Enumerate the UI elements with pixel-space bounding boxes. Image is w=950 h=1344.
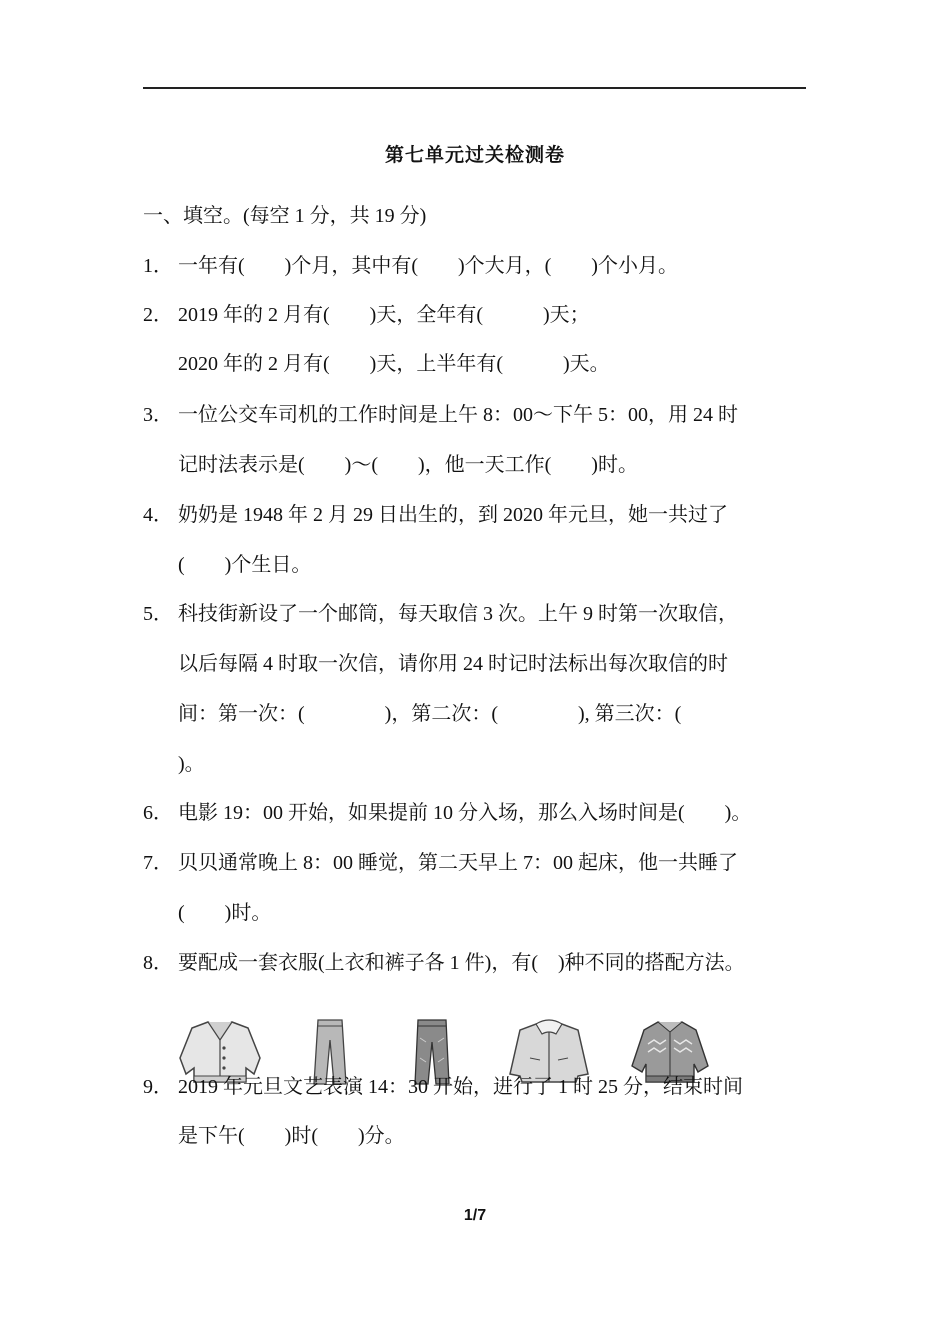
question-number: 5． — [143, 603, 173, 625]
question-line: 2020 年的 2 月有( )天，上半年有( )天。 — [178, 353, 610, 375]
question-number: 8． — [143, 952, 173, 974]
question-number: 2． — [143, 304, 173, 326]
question-line: ( )时。 — [178, 902, 272, 924]
question-line: 要配成一套衣服(上衣和裤子各 1 件)，有( )种不同的搭配方法。 — [178, 952, 745, 974]
section-heading: 一、填空。(每空 1 分，共 19 分) — [143, 205, 427, 227]
page-number: 1/7 — [463, 1207, 487, 1224]
question-number: 3． — [143, 404, 173, 426]
question-number: 6． — [143, 802, 173, 824]
question-number: 7． — [143, 852, 173, 874]
page-title: 第七单元过关检测卷 — [384, 145, 565, 166]
question-line: 是下午( )时( )分。 — [178, 1125, 405, 1147]
question-line: 以后每隔 4 时取一次信，请你用 24 时记时法标出每次取信的时 — [178, 653, 728, 675]
question-number: 9． — [143, 1076, 173, 1098]
question-line: 贝贝通常晚上 8：00 睡觉，第二天早上 7：00 起床，他一共睡了 — [178, 852, 738, 874]
question-number: 4． — [143, 504, 173, 526]
question-line: 一位公交车司机的工作时间是上午 8：00～下午 5：00，用 24 时 — [178, 404, 738, 426]
question-line: )。 — [178, 753, 205, 775]
question-line: 记时法表示是( )～( )，他一天工作( )时。 — [178, 454, 638, 476]
header-rule — [143, 87, 806, 89]
question-line: 一年有( )个月，其中有( )个大月，( )个小月。 — [178, 255, 678, 277]
question-line: ( )个生日。 — [178, 554, 312, 576]
question-line: 间：第一次：( )，第二次：( ), 第三次：( — [178, 703, 682, 725]
question-line: 科技街新设了一个邮筒，每天取信 3 次。上午 9 时第一次取信， — [178, 603, 738, 625]
question-line: 奶奶是 1948 年 2 月 29 日出生的，到 2020 年元旦，她一共过了 — [178, 504, 728, 526]
question-number: 1． — [143, 255, 173, 277]
question-line: 2019 年元旦文艺表演 14：30 开始，进行了 1 时 25 分，结束时间 — [178, 1076, 743, 1098]
question-line: 电影 19：00 开始，如果提前 10 分入场，那么入场时间是( )。 — [178, 802, 752, 824]
question-line: 2019 年的 2 月有( )天，全年有( )天； — [178, 304, 590, 326]
